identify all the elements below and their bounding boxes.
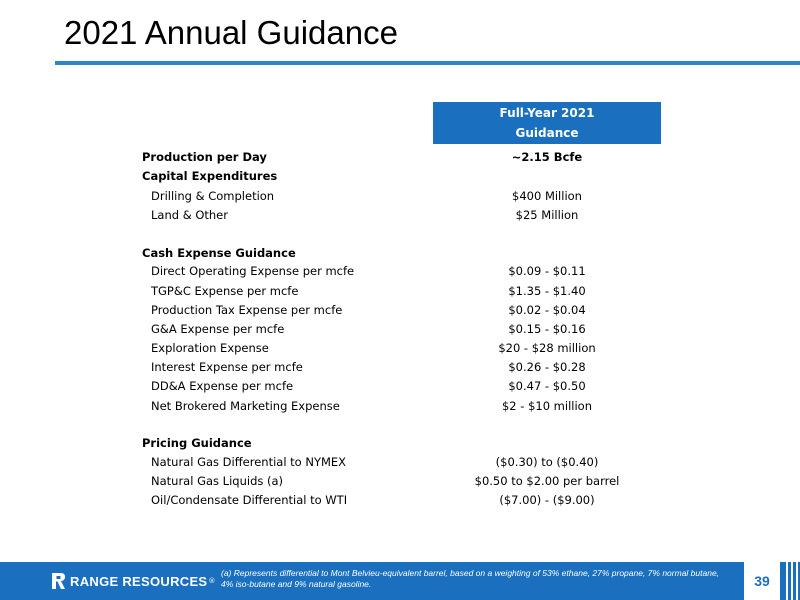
row-label: Exploration Expense [151, 341, 269, 355]
row-label: Drilling & Completion [151, 189, 275, 203]
registered-mark: ® [208, 577, 216, 585]
row-value: $0.09 - $0.11 [508, 264, 586, 278]
table-row [0, 148, 800, 167]
column-header-line2: Guidance [515, 126, 579, 140]
footnote: (a) Represents differential to Mont Belvieu-equivalent barrel, based on a weighting of 53% ethane, 27% propane, 7% normal butane, 4% iso-butane and 9% natural gasoline. [221, 568, 720, 589]
row-value: $2 - $10 million [501, 399, 592, 413]
row-value: $25 Million [515, 208, 579, 222]
row-label: Natural Gas Differential to NYMEX [151, 455, 347, 469]
row-label: DD&A Expense per mcfe [151, 379, 294, 393]
row-label: Production Tax Expense per mcfe [151, 303, 343, 317]
row-label: Direct Operating Expense per mcfe [151, 264, 355, 278]
table-row [0, 377, 800, 396]
section-heading: Cash Expense Guidance [142, 246, 296, 260]
table-row [0, 187, 800, 206]
table-row [0, 491, 800, 510]
column-header-line1: Full-Year 2021 [499, 106, 595, 120]
footer-bar [0, 562, 800, 600]
guidance-column-header [433, 102, 661, 144]
row-label: Oil/Condensate Differential to WTI [151, 493, 348, 507]
logo-wordmark: RANGE RESOURCES [70, 573, 208, 589]
row-value: $0.15 - $0.16 [508, 322, 586, 336]
page-number: 39 [744, 562, 780, 600]
table-row [0, 320, 800, 339]
section-heading: Capital Expenditures [142, 169, 278, 183]
row-value: ($7.00) - ($9.00) [499, 493, 595, 507]
row-value: $0.26 - $0.28 [508, 360, 586, 374]
company-logo [52, 572, 215, 590]
range-logo-icon [52, 573, 65, 589]
title-divider [55, 61, 800, 65]
row-value: $0.02 - $0.04 [508, 303, 586, 317]
table-row [0, 453, 800, 472]
row-label: Interest Expense per mcfe [151, 360, 303, 374]
table-row [0, 262, 800, 281]
row-value: $400 Million [512, 189, 582, 203]
table-row [0, 206, 800, 225]
table-row [0, 167, 800, 186]
table-row [0, 301, 800, 320]
row-value: $0.50 to $2.00 per barrel [474, 474, 620, 488]
table-row [0, 397, 800, 416]
row-label: G&A Expense per mcfe [151, 322, 285, 336]
page-title: 2021 Annual Guidance [64, 14, 398, 51]
section-heading: Pricing Guidance [142, 436, 252, 450]
table-row [0, 339, 800, 358]
section-heading: Production per Day [142, 150, 267, 164]
table-row [0, 472, 800, 491]
row-value: ~2.15 Bcfe [511, 150, 583, 164]
row-value: $1.35 - $1.40 [508, 284, 586, 298]
row-label: Natural Gas Liquids (a) [151, 474, 284, 488]
table-row [0, 282, 800, 301]
row-value: $20 - $28 million [498, 341, 596, 355]
table-row [0, 358, 800, 377]
row-label: TGP&C Expense per mcfe [151, 284, 299, 298]
row-value: ($0.30) to ($0.40) [495, 455, 599, 469]
table-row [0, 434, 800, 453]
row-label: Land & Other [151, 208, 228, 222]
row-label: Net Brokered Marketing Expense [151, 399, 340, 413]
table-row [0, 244, 800, 263]
decorative-stripes [784, 562, 800, 600]
row-value: $0.47 - $0.50 [508, 379, 586, 393]
